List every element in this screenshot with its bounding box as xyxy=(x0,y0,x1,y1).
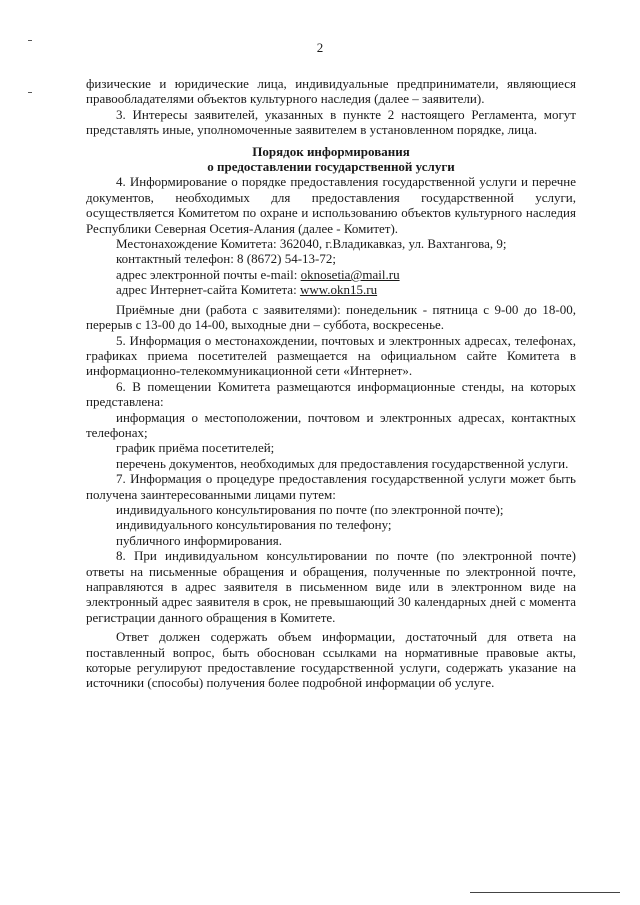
paragraph-8: 8. При индивидуальном консультировании по почте (по электронной почте) ответы на письменные обращения и обращения, полученные по электронной почте, направляются в адрес заявителя в письменном виде или в электронном виде на электронный адрес заявителя в срок, не превышающий 30 календарных дней с момента регистрации данного обращения в Комитете. xyxy=(86,548,576,625)
scan-artifact xyxy=(28,92,32,93)
site-label: адрес Интернет-сайта Комитета: xyxy=(116,282,300,298)
list-item: информация о местоположении, почтовом и электронных адресах, контактных телефонах; xyxy=(86,409,576,440)
list-item: публичного информирования. xyxy=(116,532,282,548)
list-item: индивидуального консультирования по почте (по электронной почте); xyxy=(116,501,504,517)
page-number: 2 xyxy=(316,40,324,55)
reception-hours: Приёмные дни (работа с заявителями): понедельник - пятница с 9-00 до 18-00, перерыв с 13-00 до 14-00, выходные дни – суббота, воскресенье. xyxy=(86,301,576,333)
location-line: Местонахождение Комитета: 362040, г.Владикавказ, ул. Вахтангова, 9; xyxy=(116,236,507,252)
email-link[interactable]: oknosetia@mail.ru xyxy=(300,266,400,282)
phone-line: контактный телефон: 8 (8672) 54-13-72; xyxy=(116,251,336,267)
list-item: перечень документов, необходимых для предоставления государственной услуги. xyxy=(116,455,569,471)
footer-rule xyxy=(470,892,620,893)
document-body xyxy=(86,76,576,691)
paragraph-3: 3. Интересы заявителей, указанных в пункте 2 настоящего Регламента, могут представлять иные, уполномоченные заявителем в установленном порядке, лица. xyxy=(86,106,576,138)
email-line xyxy=(86,267,576,282)
site-link[interactable]: www.okn15.ru xyxy=(299,282,378,298)
paragraph-6: 6. В помещении Комитета размещаются информационные стенды, на которых представлена: xyxy=(86,378,576,410)
paragraph-applicants: физические и юридические лица, индивидуальные предприниматели, являющиеся правообладателями объектов культурного наследия (далее – заявители). xyxy=(86,76,576,107)
section-title-line2: о предоставлении государственной услуги xyxy=(207,159,455,175)
paragraph-7: 7. Информация о процедуре предоставления государственной услуги может быть получена заинтересованными лицами путем: xyxy=(86,471,576,502)
paragraph-4: 4. Информирование о порядке предоставления государственной услуги и перечне документов, необходимых для предоставления государственной услуги, осуществляется Комитетом по охране и использованию объектов культурного наследия Республики Северная Осетия-Алания (далее - Комитет). xyxy=(86,174,576,236)
email-label: адрес электронной почты e-mail: xyxy=(116,266,301,282)
list-item: график приёма посетителей; xyxy=(116,440,275,456)
paragraph-5: 5. Информация о местонахождении, почтовых и электронных адресах, телефонах, графиках приема посетителей размещается на официальном сайте Комитета в информационно-телекоммуникационной сети «Интернет». xyxy=(86,332,576,379)
site-line xyxy=(86,282,576,297)
answer-paragraph: Ответ должен содержать объем информации, достаточный для ответа на поставленный вопрос, быть обоснован ссылками на нормативные правовые акты, которые регулируют предоставление государственной услуги, содержать указание на источники (способы) получения более подробной информации об услуге. xyxy=(86,629,576,691)
section-title: Порядок информирования xyxy=(252,143,410,159)
list-item: индивидуального консультирования по телефону; xyxy=(116,517,392,533)
